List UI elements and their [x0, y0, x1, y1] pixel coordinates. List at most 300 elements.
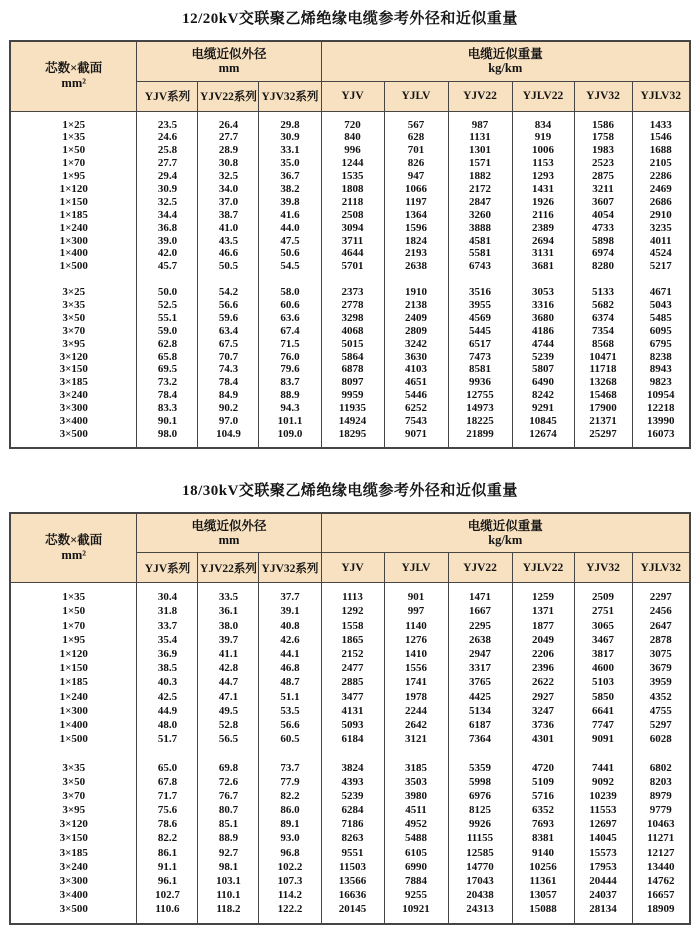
cell-value: 3211	[592, 182, 614, 195]
cell-value: 3477	[341, 690, 364, 703]
value-column-cell	[448, 583, 512, 924]
cell-value: 14973	[466, 402, 494, 415]
cell-value: 5485	[649, 311, 672, 324]
cell-value: 10845	[529, 414, 557, 427]
cell-value: 34.0	[218, 182, 239, 195]
cell-value: 4600	[592, 662, 614, 675]
cell-value: 4651	[405, 376, 427, 389]
cell-value: 3×400	[59, 414, 88, 427]
cell-value: 62.8	[157, 337, 178, 350]
column-header: YJLV32	[632, 81, 690, 111]
cell-value: 109.0	[277, 427, 303, 440]
cell-value: 42.0	[157, 247, 178, 260]
cell-value: 69.8	[218, 761, 239, 774]
cell-value: 37.0	[218, 195, 239, 208]
cell-value: 3247	[532, 704, 554, 717]
cell-value: 1758	[592, 131, 614, 144]
cell-value: 8242	[532, 389, 554, 402]
cell-value: 2297	[649, 591, 672, 604]
cell-value: 3×35	[62, 298, 86, 311]
cell-value: 1824	[405, 234, 427, 247]
cell-value: 3679	[649, 662, 672, 675]
cell-value: 6374	[592, 311, 614, 324]
group-gap	[322, 273, 384, 286]
cell-value: 7884	[405, 875, 427, 888]
cell-value: 17043	[466, 875, 494, 888]
cell-value: 5807	[532, 363, 554, 376]
cell-value: 52.8	[218, 718, 239, 731]
cell-value: 5581	[469, 247, 491, 260]
column-header: YJV22	[448, 553, 512, 583]
group-gap	[137, 273, 197, 286]
cell-value: 1586	[592, 118, 614, 131]
cell-value: 8381	[532, 832, 554, 845]
cell-value: 2286	[649, 170, 672, 183]
cell-value: 36.1	[218, 605, 239, 618]
cell-value: 2509	[592, 591, 614, 604]
cell-value: 826	[407, 157, 425, 170]
cell-value: 50.0	[157, 286, 178, 299]
cell-value: 1×300	[59, 234, 88, 247]
cell-value: 6187	[469, 718, 491, 731]
cell-value: 1×500	[59, 733, 88, 746]
cell-value: 1292	[341, 605, 364, 618]
cell-value: 18225	[466, 414, 494, 427]
cell-value: 5217	[649, 260, 672, 273]
cell-value: 5850	[592, 690, 614, 703]
cell-value: 8943	[649, 363, 672, 376]
cell-value: 2642	[405, 718, 427, 731]
cell-value: 1×240	[59, 690, 88, 703]
cell-value: 42.5	[157, 690, 178, 703]
outer-diameter-group-header	[137, 513, 321, 553]
cell-value: 834	[534, 118, 552, 131]
cell-value: 51.1	[280, 690, 300, 703]
cell-value: 5359	[469, 761, 491, 774]
cell-value: 7186	[341, 818, 364, 831]
cell-value: 56.6	[218, 298, 239, 311]
cell-value: 78.4	[218, 376, 239, 389]
cell-value: 4425	[469, 690, 491, 703]
weight-group-label: 电缆近似重量	[467, 519, 543, 534]
cell-value: 9071	[405, 427, 427, 440]
cell-value: 6490	[532, 376, 554, 389]
cell-value: 6028	[649, 733, 672, 746]
cell-value: 12218	[647, 402, 675, 415]
spec-column-cell	[10, 111, 137, 448]
cell-value: 3817	[592, 648, 614, 661]
value-column-cell	[574, 111, 632, 448]
cell-value: 3681	[532, 260, 554, 273]
cell-value: 2686	[649, 195, 672, 208]
cell-value: 3316	[532, 298, 554, 311]
cell-value: 6743	[469, 260, 491, 273]
cell-value: 8568	[592, 337, 614, 350]
cell-value: 18909	[647, 903, 675, 916]
cell-value: 4103	[405, 363, 427, 376]
cell-value: 1276	[405, 633, 427, 646]
column-header: YJV22系列	[198, 553, 259, 583]
cell-value: 102.2	[277, 860, 303, 873]
cell-value: 15088	[529, 903, 557, 916]
cell-value: 3630	[405, 350, 427, 363]
cell-value: 84.9	[218, 389, 239, 402]
cell-value: 47.5	[280, 234, 300, 247]
cell-value: 5716	[532, 789, 554, 802]
cell-value: 1546	[649, 131, 672, 144]
value-column-cell	[259, 111, 321, 448]
cell-value: 96.1	[157, 875, 178, 888]
column-header: YJV22	[448, 81, 512, 111]
cell-value: 701	[407, 144, 425, 157]
cell-value: 1197	[405, 195, 427, 208]
spec-column-label: 芯数×截面	[45, 61, 103, 76]
cell-value: 94.3	[280, 402, 300, 415]
cell-value: 3×120	[59, 818, 88, 831]
cell-value: 2373	[341, 286, 364, 299]
cell-value: 2694	[532, 234, 554, 247]
cell-value: 45.7	[157, 260, 178, 273]
cell-value: 3×50	[62, 775, 86, 788]
cell-value: 39.0	[157, 234, 178, 247]
cell-value: 10256	[529, 860, 557, 873]
column-header: YJV22系列	[198, 81, 259, 111]
value-column-cell	[259, 583, 321, 924]
cell-value: 26.4	[218, 118, 239, 131]
cell-value: 2049	[532, 633, 554, 646]
cell-value: 20444	[589, 875, 617, 888]
cell-value: 67.8	[157, 775, 178, 788]
cell-value: 1×35	[62, 591, 86, 604]
cell-value: 83.3	[157, 402, 178, 415]
cell-value: 4186	[532, 324, 554, 337]
cell-value: 4755	[649, 704, 672, 717]
cell-value: 5239	[341, 789, 364, 802]
cell-value: 2647	[649, 619, 672, 632]
cell-value: 2193	[405, 247, 427, 260]
group-gap	[198, 273, 258, 286]
cell-value: 1978	[405, 690, 427, 703]
column-header: YJLV22	[512, 81, 574, 111]
cell-value: 2751	[592, 605, 614, 618]
cell-value: 1301	[469, 144, 491, 157]
cell-value: 1926	[532, 195, 554, 208]
cell-value: 77.9	[280, 775, 300, 788]
cell-value: 13268	[589, 376, 617, 389]
value-column-cell	[198, 583, 259, 924]
cell-value: 3242	[405, 337, 427, 350]
cell-value: 9926	[469, 818, 491, 831]
cell-value: 46.6	[218, 247, 239, 260]
cell-value: 1364	[405, 208, 427, 221]
cell-value: 10954	[647, 389, 675, 402]
cell-value: 1556	[405, 662, 427, 675]
spec-column-cell	[10, 583, 137, 924]
cell-value: 38.7	[218, 208, 239, 221]
cell-value: 63.6	[280, 311, 300, 324]
cell-value: 13057	[529, 889, 557, 902]
cell-value: 91.1	[157, 860, 178, 873]
cell-value: 2469	[649, 182, 672, 195]
cell-value: 3467	[592, 633, 614, 646]
cell-value: 97.0	[218, 414, 239, 427]
group-gap	[513, 273, 574, 286]
outer-diameter-group-label: 电缆近似外径	[191, 519, 267, 534]
cell-value: 628	[407, 131, 425, 144]
value-column-cell	[448, 111, 512, 448]
cell-value: 8581	[469, 363, 491, 376]
cell-value: 2638	[405, 260, 427, 273]
cell-value: 11503	[339, 860, 366, 873]
cell-value: 33.1	[280, 144, 300, 157]
cell-value: 9140	[532, 846, 554, 859]
cell-value: 3235	[649, 221, 672, 234]
cell-value: 103.1	[216, 875, 241, 888]
cell-value: 1153	[532, 157, 554, 170]
cell-value: 3×500	[59, 427, 88, 440]
cell-value: 60.6	[280, 298, 300, 311]
cell-value: 56.6	[280, 718, 300, 731]
value-column-cell	[384, 111, 448, 448]
cell-value: 3317	[469, 662, 491, 675]
cell-value: 15468	[589, 389, 617, 402]
cell-value: 3736	[532, 718, 554, 731]
cell-value: 1×70	[62, 619, 86, 632]
cell-value: 86.1	[157, 846, 178, 859]
cell-value: 5239	[532, 350, 554, 363]
cell-value: 41.6	[280, 208, 300, 221]
cell-value: 24313	[466, 903, 494, 916]
cell-value: 919	[534, 131, 552, 144]
cell-value: 3×35	[62, 761, 86, 774]
cell-value: 5864	[341, 350, 364, 363]
cell-value: 1293	[532, 170, 554, 183]
cell-value: 28.9	[218, 144, 239, 157]
cell-value: 1006	[532, 144, 554, 157]
cell-value: 14045	[589, 832, 617, 845]
cell-value: 35.0	[280, 157, 300, 170]
column-header: YJV系列	[137, 81, 198, 111]
cell-value: 2622	[532, 676, 554, 689]
cell-value: 1688	[649, 144, 672, 157]
value-column-cell	[632, 111, 690, 448]
group-gap	[322, 746, 384, 760]
cell-value: 7473	[469, 350, 491, 363]
cell-value: 2116	[532, 208, 554, 221]
cell-value: 1259	[532, 591, 554, 604]
cell-value: 2875	[592, 170, 614, 183]
cell-value: 88.9	[218, 832, 239, 845]
cell-value: 5898	[592, 234, 614, 247]
cell-value: 110.6	[155, 903, 180, 916]
cell-value: 1×400	[59, 718, 88, 731]
cell-value: 98.0	[157, 427, 178, 440]
cell-value: 2885	[341, 676, 364, 689]
cell-value: 3959	[649, 676, 672, 689]
cell-value: 118.2	[216, 903, 241, 916]
weight-group-header	[321, 513, 690, 553]
group-gap	[137, 746, 197, 760]
cell-value: 5109	[532, 775, 554, 788]
cell-value: 840	[344, 131, 361, 144]
cell-value: 1×35	[62, 131, 86, 144]
cell-value: 23.5	[157, 118, 178, 131]
cell-value: 86.0	[280, 804, 300, 817]
cell-value: 1410	[405, 648, 427, 661]
cell-value: 101.1	[277, 414, 303, 427]
cell-value: 11361	[529, 875, 557, 888]
cell-value: 997	[407, 605, 425, 618]
cell-value: 44.0	[280, 221, 300, 234]
cell-value: 1×95	[62, 170, 86, 183]
cell-value: 6878	[341, 363, 364, 376]
cell-value: 78.4	[157, 389, 178, 402]
cell-value: 4352	[649, 690, 672, 703]
cell-value: 4644	[341, 247, 364, 260]
cell-value: 90.1	[157, 414, 178, 427]
cell-value: 9779	[649, 804, 672, 817]
cell-value: 1371	[532, 605, 554, 618]
cell-value: 7441	[592, 761, 614, 774]
group-gap	[11, 273, 137, 286]
cell-value: 11718	[589, 363, 617, 376]
cell-value: 6252	[405, 402, 427, 415]
cell-value: 4393	[341, 775, 364, 788]
cell-value: 5043	[649, 298, 672, 311]
cell-value: 15573	[589, 846, 617, 859]
cell-value: 79.6	[280, 363, 300, 376]
cell-value: 4744	[532, 337, 554, 350]
cell-value: 82.2	[280, 789, 300, 802]
column-header: YJLV22	[512, 553, 574, 583]
column-header: YJV	[321, 553, 384, 583]
cell-value: 90.2	[218, 402, 239, 415]
cell-value: 9092	[592, 775, 614, 788]
cell-value: 25297	[589, 427, 617, 440]
cell-value: 5103	[592, 676, 614, 689]
cell-value: 6990	[405, 860, 427, 873]
cell-value: 6184	[341, 733, 364, 746]
cell-value: 51.7	[157, 733, 178, 746]
cell-value: 48.7	[280, 676, 300, 689]
table2-title: 18/30kV交联聚乙烯绝缘电缆参考外径和近似重量	[182, 482, 518, 499]
cell-value: 9936	[469, 376, 491, 389]
cell-value: 4301	[532, 733, 554, 746]
cell-value: 3×185	[59, 846, 88, 859]
cell-value: 38.0	[218, 619, 239, 632]
table1-title: 12/20kV交联聚乙烯绝缘电缆参考外径和近似重量	[182, 11, 518, 27]
cell-value: 5488	[405, 832, 427, 845]
cell-value: 11271	[647, 832, 675, 845]
weight-group-unit: kg/km	[488, 533, 523, 548]
cell-value: 67.4	[280, 324, 300, 337]
cell-value: 34.4	[157, 208, 178, 221]
cell-value: 75.6	[157, 804, 178, 817]
cell-value: 4733	[592, 221, 614, 234]
cell-value: 14924	[338, 414, 367, 427]
cell-value: 1667	[469, 605, 491, 618]
cell-value: 36.7	[280, 170, 300, 183]
cell-value: 46.8	[280, 662, 300, 675]
cell-value: 1×240	[59, 221, 88, 234]
cell-value: 3×300	[59, 402, 88, 415]
cell-value: 7543	[405, 414, 427, 427]
cell-value: 32.5	[218, 170, 239, 183]
cell-value: 73.7	[280, 761, 300, 774]
cell-value: 24037	[589, 889, 617, 902]
column-header: YJV32系列	[259, 553, 321, 583]
outer-diameter-group-label: 电缆近似外径	[191, 47, 267, 62]
cell-value: 63.4	[218, 324, 239, 337]
cell-value: 1244	[341, 157, 364, 170]
cell-value: 41.0	[218, 221, 239, 234]
value-column-cell	[137, 111, 198, 448]
cell-value: 9823	[649, 376, 672, 389]
cell-value: 43.5	[218, 234, 239, 247]
cell-value: 3×185	[59, 376, 88, 389]
cell-value: 1×50	[62, 605, 86, 618]
cell-value: 7693	[532, 818, 554, 831]
cell-value: 1×150	[59, 662, 88, 675]
cell-value: 1140	[405, 619, 427, 632]
cell-value: 987	[471, 118, 489, 131]
cell-value: 1535	[341, 170, 364, 183]
cell-value: 3765	[469, 676, 491, 689]
cell-value: 107.3	[277, 875, 303, 888]
cell-value: 4131	[341, 704, 364, 717]
cell-value: 54.2	[218, 286, 239, 299]
cell-value: 2778	[341, 298, 364, 311]
cell-value: 2138	[405, 298, 427, 311]
cell-value: 2118	[341, 195, 364, 208]
cell-value: 20438	[466, 889, 494, 902]
cell-value: 80.7	[218, 804, 239, 817]
value-column-cell	[574, 583, 632, 924]
cell-value: 60.5	[280, 733, 300, 746]
cell-value: 65.0	[157, 761, 178, 774]
cell-value: 1910	[405, 286, 427, 299]
cell-value: 41.1	[218, 648, 239, 661]
cell-value: 88.9	[280, 389, 300, 402]
group-gap	[385, 746, 448, 760]
cell-value: 5701	[341, 260, 364, 273]
cell-value: 110.1	[216, 889, 241, 902]
cell-value: 901	[407, 591, 425, 604]
cell-value: 2508	[341, 208, 364, 221]
cell-value: 38.2	[280, 182, 300, 195]
cell-value: 3298	[341, 311, 364, 324]
cell-value: 6641	[592, 704, 614, 717]
value-column-cell	[321, 583, 384, 924]
spec-column-unit: mm²	[61, 548, 86, 563]
cell-value: 29.4	[157, 170, 178, 183]
cell-value: 7364	[469, 733, 491, 746]
cell-value: 1433	[649, 118, 672, 131]
cell-value: 9091	[592, 733, 614, 746]
cell-value: 33.5	[218, 591, 239, 604]
cell-value: 3888	[469, 221, 491, 234]
cell-value: 1471	[469, 591, 491, 604]
cell-value: 12127	[647, 846, 675, 859]
cell-value: 35.4	[157, 633, 178, 646]
weight-group-unit: kg/km	[488, 61, 523, 76]
cell-value: 2809	[405, 324, 427, 337]
cell-value: 3053	[532, 286, 554, 299]
outer-diameter-group-header	[137, 41, 321, 81]
cell-value: 3065	[592, 619, 614, 632]
cell-value: 3×95	[62, 804, 86, 817]
cell-value: 3×25	[62, 286, 86, 299]
